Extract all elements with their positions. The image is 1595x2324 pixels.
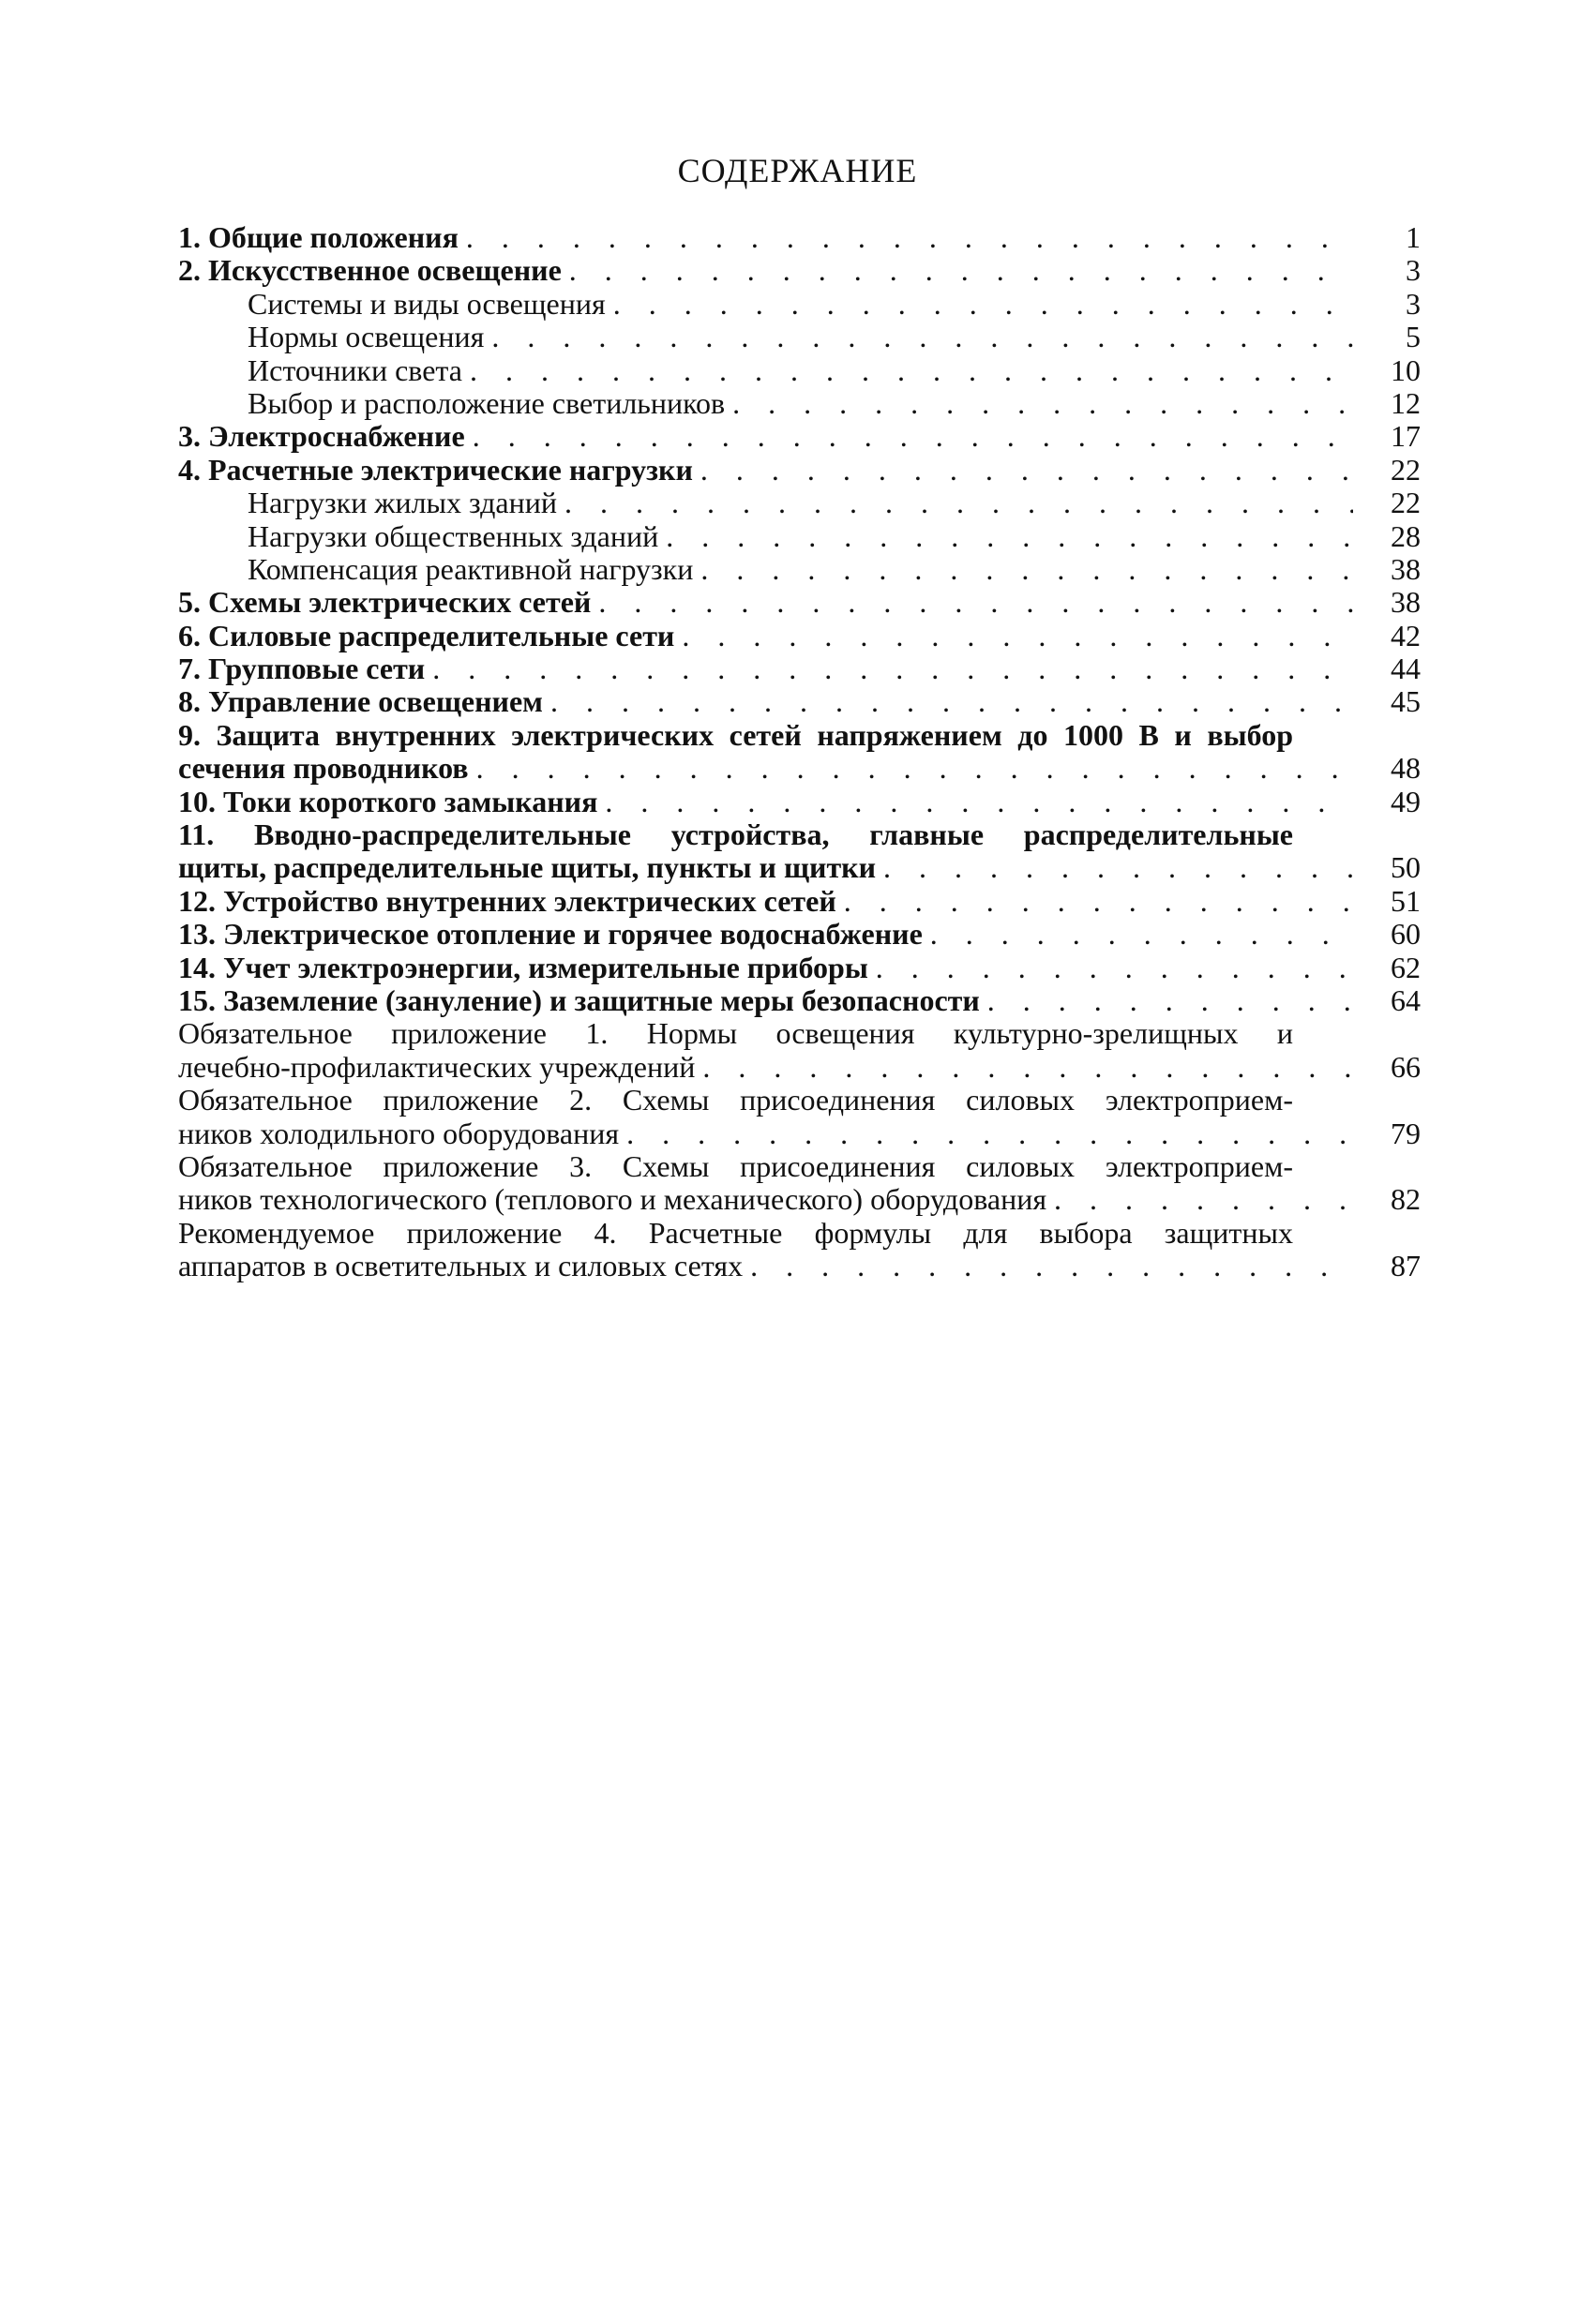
dot-leader <box>883 851 1353 884</box>
toc-entry-label: Обязательное приложение 2. Схемы присоединения силовых электроприем- <box>178 1083 1293 1117</box>
toc-subentry[interactable] <box>178 321 1421 353</box>
dot-leader <box>613 288 1353 321</box>
toc-entry-page: 79 <box>1391 1116 1421 1150</box>
toc-entry[interactable] <box>178 685 1421 718</box>
toc-entry-label: Рекомендуемое приложение 4. Расчетные формулы для выбора защитных <box>178 1215 1293 1250</box>
toc-entry[interactable] <box>178 952 1421 984</box>
toc-entry-page: 10 <box>1391 352 1421 387</box>
toc-entry[interactable] <box>178 221 1421 254</box>
toc-entry[interactable] <box>178 454 1421 487</box>
toc-entry-label: ников технологического (теплового и механического) оборудования <box>178 1182 1047 1217</box>
dot-leader <box>876 952 1353 984</box>
toc-entry-page: 87 <box>1391 1249 1421 1283</box>
toc-entry-label: щиты, распределительные щиты, пункты и щитки <box>178 850 877 885</box>
toc-entry-page: 82 <box>1391 1182 1421 1217</box>
table-of-contents <box>178 221 1421 1283</box>
dot-leader <box>844 885 1353 918</box>
toc-entry[interactable] <box>178 885 1421 918</box>
toc-entry-page: 12 <box>1391 385 1421 420</box>
toc-entry-label: Нормы освещения <box>248 320 485 354</box>
dot-leader <box>626 1117 1353 1150</box>
dot-leader <box>605 786 1353 818</box>
dot-leader <box>732 387 1353 420</box>
toc-entry-label: 7. Групповые сети <box>178 652 426 686</box>
dot-leader <box>491 321 1353 353</box>
toc-entry-label: лечебно-профилактических учреждений <box>178 1049 696 1084</box>
toc-subentry[interactable] <box>178 354 1421 387</box>
toc-appendix-entry[interactable] <box>178 1217 1421 1250</box>
toc-entry-page: 5 <box>1406 320 1421 354</box>
toc-appendix-continuation[interactable] <box>178 1183 1421 1216</box>
toc-entry-label: 5. Схемы электрических сетей <box>178 585 592 620</box>
toc-entry-label: 9. Защита внутренних электрических сетей напряжением до 1000 В и выбор <box>178 717 1293 752</box>
toc-subentry[interactable] <box>178 487 1421 519</box>
toc-entry-label: Нагрузки общественных зданий <box>248 518 659 553</box>
toc-entry-continuation[interactable] <box>178 752 1421 785</box>
toc-entry-label: ников холодильного оборудования <box>178 1116 620 1150</box>
dot-leader <box>470 354 1353 387</box>
toc-entry[interactable] <box>178 652 1421 685</box>
toc-entry-page: 50 <box>1391 850 1421 885</box>
toc-entry[interactable] <box>178 586 1421 619</box>
toc-entry-label: 12. Устройство внутренних электрических сетей <box>178 883 836 918</box>
dot-leader <box>476 752 1353 785</box>
toc-appendix-continuation[interactable] <box>178 1117 1421 1150</box>
page-title: СОДЕРЖАНИЕ <box>677 152 918 189</box>
toc-entry-page: 42 <box>1391 618 1421 652</box>
toc-entry-page: 28 <box>1391 518 1421 553</box>
toc-entry-page: 3 <box>1406 286 1421 321</box>
toc-subentry[interactable] <box>178 520 1421 553</box>
toc-entry-page: 38 <box>1391 585 1421 620</box>
dot-leader <box>473 420 1353 453</box>
dot-leader <box>564 487 1353 519</box>
toc-entry-label: 3. Электроснабжение <box>178 419 465 454</box>
toc-entry-page: 22 <box>1391 452 1421 487</box>
toc-entry[interactable] <box>178 818 1421 851</box>
dot-leader <box>700 454 1353 487</box>
toc-entry-label: сечения проводников <box>178 751 469 786</box>
toc-appendix-entry[interactable] <box>178 1150 1421 1183</box>
dot-leader <box>682 620 1353 652</box>
toc-entry-page: 62 <box>1391 950 1421 984</box>
toc-entry-label: 6. Силовые распределительные сети <box>178 618 675 652</box>
toc-entry-label: Системы и виды освещения <box>248 286 606 321</box>
toc-entry-label: 2. Искусственное освещение <box>178 253 562 288</box>
toc-entry[interactable] <box>178 420 1421 453</box>
toc-entry-page: 60 <box>1391 917 1421 952</box>
dot-leader <box>432 652 1353 685</box>
dot-leader <box>987 984 1353 1017</box>
toc-entry-page: 1 <box>1406 219 1421 254</box>
toc-entry-page: 45 <box>1391 684 1421 719</box>
dot-leader <box>466 221 1353 254</box>
toc-subentry[interactable] <box>178 288 1421 321</box>
toc-entry-label: 4. Расчетные электрические нагрузки <box>178 452 693 487</box>
toc-subentry[interactable] <box>178 387 1421 420</box>
toc-entry-label: аппаратов в осветительных и силовых сетях <box>178 1249 744 1283</box>
dot-leader <box>930 918 1353 951</box>
toc-appendix-continuation[interactable] <box>178 1250 1421 1282</box>
toc-entry-label: 15. Заземление (зануление) и защитные меры безопасности <box>178 982 980 1017</box>
toc-entry-label: 11. Вводно-распределительные устройства, главные распределительные <box>178 817 1293 852</box>
dot-leader <box>550 685 1353 718</box>
toc-entry-label: Компенсация реактивной нагрузки <box>248 551 694 586</box>
toc-entry-page: 38 <box>1391 551 1421 586</box>
toc-entry-page: 64 <box>1391 982 1421 1017</box>
toc-entry[interactable] <box>178 918 1421 951</box>
dot-leader <box>702 1051 1353 1084</box>
toc-entry-page: 48 <box>1391 751 1421 786</box>
toc-entry-page: 51 <box>1391 883 1421 918</box>
toc-entry-continuation[interactable] <box>178 851 1421 884</box>
toc-entry-page: 49 <box>1391 784 1421 818</box>
toc-appendix-entry[interactable] <box>178 1084 1421 1117</box>
dot-leader <box>666 520 1353 553</box>
toc-entry-page: 66 <box>1391 1049 1421 1084</box>
toc-entry-label: 8. Управление освещением <box>178 684 543 719</box>
toc-entry-label: 14. Учет электроэнергии, измерительные приборы <box>178 950 868 984</box>
toc-entry[interactable] <box>178 719 1421 752</box>
dot-leader <box>569 254 1353 287</box>
toc-entry-label: Выбор и расположение светильников <box>248 385 726 420</box>
toc-entry-page: 17 <box>1391 419 1421 454</box>
toc-entry-page: 3 <box>1406 253 1421 288</box>
dot-leader <box>750 1250 1353 1282</box>
dot-leader <box>1054 1183 1353 1216</box>
toc-appendix-continuation[interactable] <box>178 1051 1421 1084</box>
toc-entry-label: 10. Токи короткого замыкания <box>178 784 598 818</box>
toc-appendix-entry[interactable] <box>178 1017 1421 1050</box>
toc-entry-label: Обязательное приложение 1. Нормы освещения культурно-зрелищных и <box>178 1016 1293 1051</box>
toc-entry-label: 1. Общие положения <box>178 219 459 254</box>
toc-entry-label: Обязательное приложение 3. Схемы присоединения силовых электроприем- <box>178 1148 1293 1183</box>
toc-entry-page: 22 <box>1391 486 1421 520</box>
toc-entry-label: Источники света <box>248 352 462 387</box>
toc-entry[interactable] <box>178 984 1421 1017</box>
toc-entry[interactable] <box>178 786 1421 818</box>
toc-entry-page: 44 <box>1391 652 1421 686</box>
dot-leader <box>700 553 1353 586</box>
toc-entry[interactable] <box>178 254 1421 287</box>
toc-entry-label: 13. Электрическое отопление и горячее водоснабжение <box>178 917 923 952</box>
toc-subentry[interactable] <box>178 553 1421 586</box>
toc-entry-label: Нагрузки жилых зданий <box>248 486 557 520</box>
dot-leader <box>598 586 1353 619</box>
toc-entry[interactable] <box>178 620 1421 652</box>
